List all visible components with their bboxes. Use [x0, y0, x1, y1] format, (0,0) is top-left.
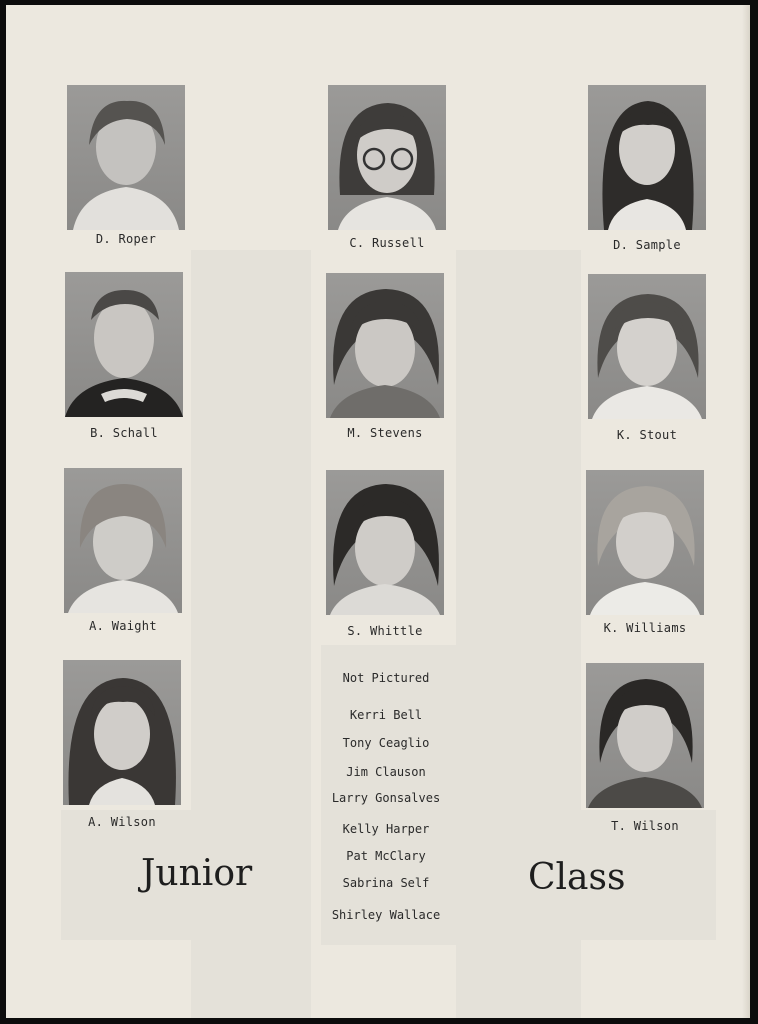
- student-name: K. Stout: [616, 428, 678, 442]
- student-name: A. Wilson: [88, 815, 156, 829]
- student-name: M. Stevens: [347, 426, 423, 440]
- not-pictured-name: Kelly Harper: [342, 822, 430, 836]
- student-portrait: [64, 468, 182, 613]
- page-title-class: Class: [528, 857, 626, 898]
- not-pictured-heading: Not Pictured: [342, 671, 430, 685]
- student-portrait: [588, 274, 706, 419]
- student-name: D. Roper: [95, 232, 157, 246]
- student-portrait: [586, 470, 704, 615]
- background-panel: [456, 250, 581, 1018]
- student-name: D. Sample: [613, 238, 681, 252]
- not-pictured-name: Sabrina Self: [342, 876, 430, 890]
- student-portrait: [326, 273, 444, 418]
- not-pictured-name: Shirley Wallace: [331, 908, 441, 922]
- student-name: A. Waight: [89, 619, 157, 633]
- student-portrait: [63, 660, 181, 805]
- student-name: B. Schall: [90, 426, 158, 440]
- student-name: K. Williams: [603, 621, 687, 635]
- not-pictured-name: Pat McClary: [346, 849, 426, 863]
- student-name: T. Wilson: [611, 819, 679, 833]
- not-pictured-name: Kerri Bell: [349, 708, 423, 722]
- not-pictured-name: Jim Clauson: [346, 765, 426, 779]
- student-name: S. Whittle: [347, 624, 423, 638]
- student-portrait: [67, 85, 185, 230]
- not-pictured-name: Larry Gonsalves: [331, 791, 441, 805]
- student-portrait: [328, 85, 446, 230]
- student-portrait: [588, 85, 706, 230]
- student-portrait: [65, 272, 183, 417]
- student-portrait: [586, 663, 704, 808]
- yearbook-page: [6, 5, 750, 1018]
- student-portrait: [326, 470, 444, 615]
- background-panel: [191, 250, 311, 1018]
- not-pictured-name: Tony Ceaglio: [342, 736, 430, 750]
- student-name: C. Russell: [349, 236, 425, 250]
- page-title-junior: Junior: [141, 853, 253, 894]
